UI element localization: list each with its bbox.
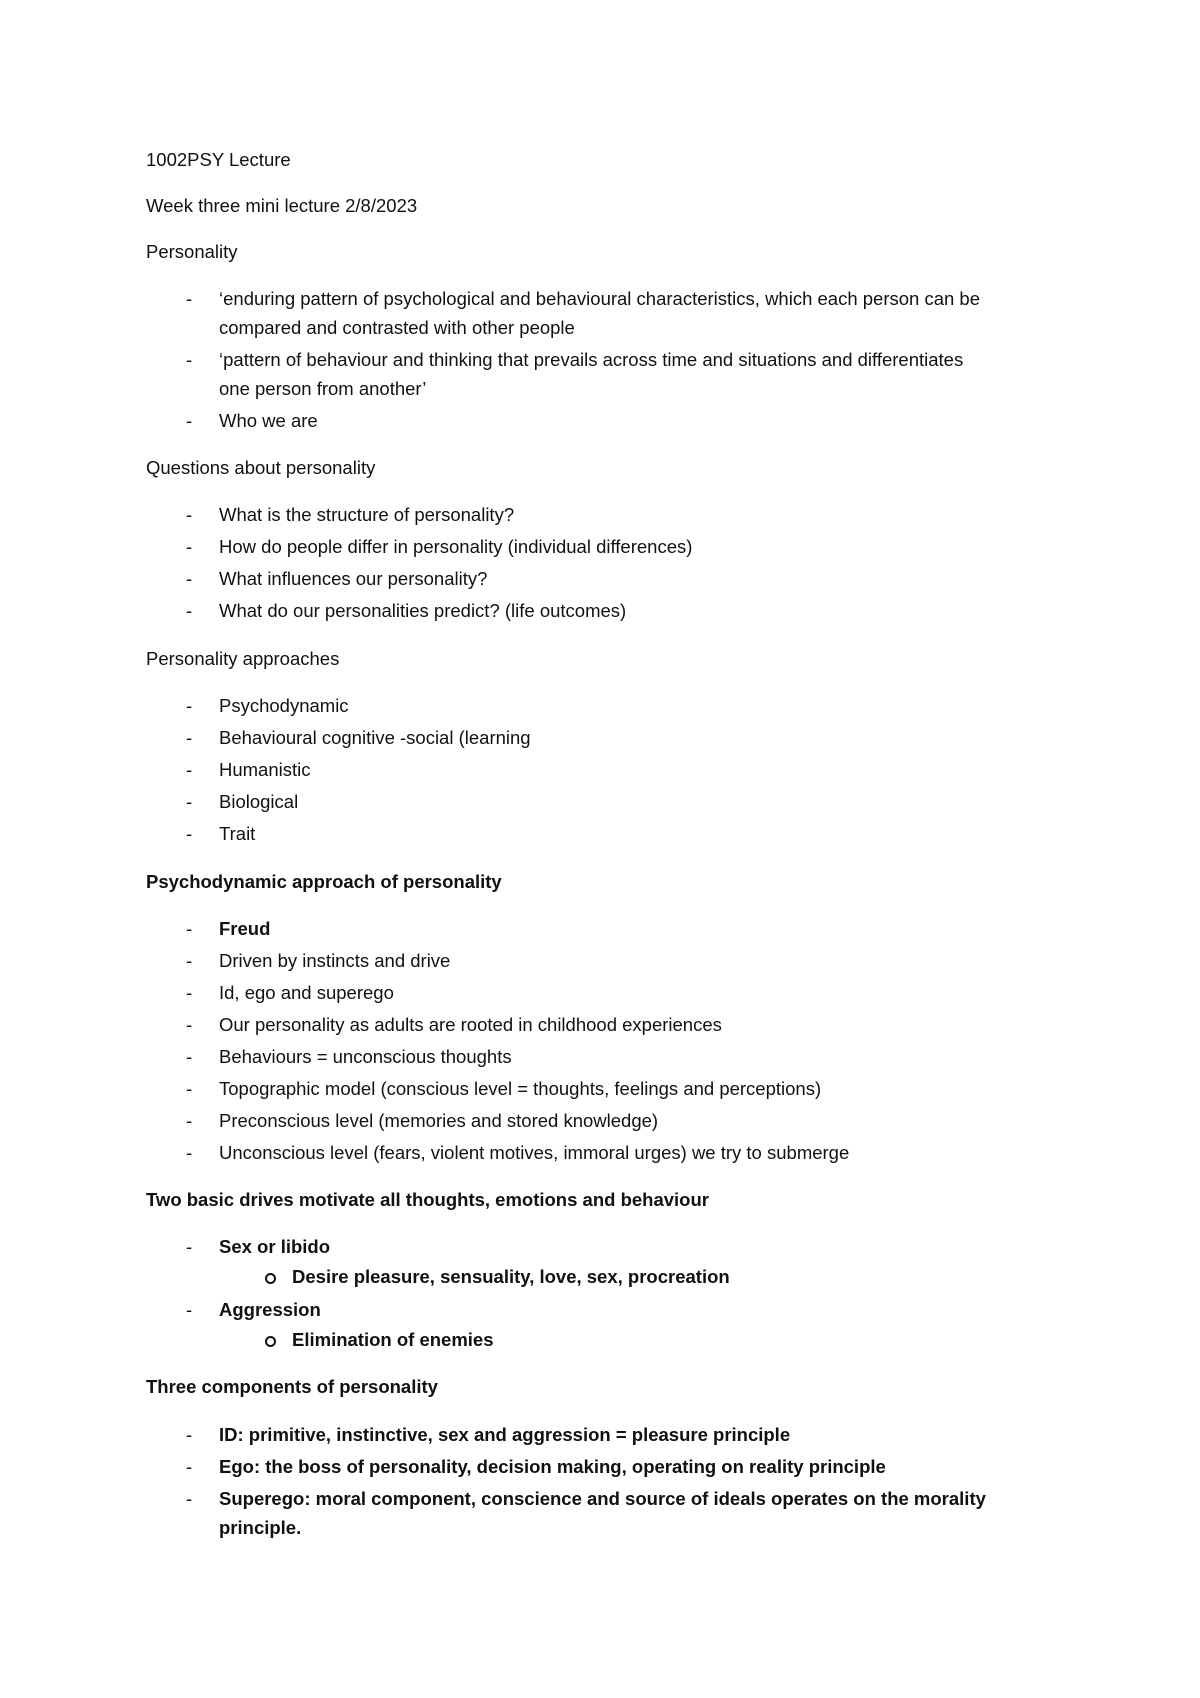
list-item: ‘enduring pattern of psychological and behavioural characteristics, which each person can be — [219, 288, 981, 309]
bullet-dash: - — [186, 727, 193, 748]
list-item: Sex or libido — [219, 1236, 331, 1257]
bullet-dash: - — [186, 600, 193, 621]
list-item: Ego: the boss of personality, decision making, operating on reality principle — [219, 1456, 886, 1477]
bullet-dash: - — [186, 1456, 193, 1477]
list-item: Freud — [219, 918, 271, 939]
list-item: Unconscious level (fears, violent motives, immoral urges) we try to submerge — [219, 1142, 850, 1163]
list-item: What influences our personality? — [219, 568, 488, 589]
bullet-dash: - — [186, 1014, 193, 1035]
bullet-dash: - — [186, 791, 193, 812]
bullet-dash: - — [186, 1424, 193, 1445]
bullet-dash: - — [186, 950, 193, 971]
section-heading: Personality — [146, 241, 238, 262]
list-item: ID: primitive, instinctive, sex and aggression = pleasure principle — [219, 1424, 791, 1445]
bullet-dash: - — [186, 1236, 193, 1257]
bullet-dash: - — [186, 918, 193, 939]
section-heading: Three components of personality — [146, 1376, 438, 1397]
list-item: Driven by instincts and drive — [219, 950, 451, 971]
list-item: Aggression — [219, 1299, 321, 1320]
list-item: ‘pattern of behaviour and thinking that prevails across time and situations and differentiates — [219, 349, 964, 370]
list-item: Who we are — [219, 410, 318, 431]
bullet-dash: - — [186, 568, 193, 589]
list-item: Humanistic — [219, 759, 311, 780]
section-heading: Personality approaches — [146, 648, 340, 669]
bullet-dash: - — [186, 1078, 193, 1099]
bullet-dash: - — [186, 1110, 193, 1131]
bullet-dash: - — [186, 823, 193, 844]
list-item: Our personality as adults are rooted in childhood experiences — [219, 1014, 722, 1035]
bullet-dash: - — [186, 504, 193, 525]
section-heading: Questions about personality — [146, 457, 376, 478]
list-item: Behaviours = unconscious thoughts — [219, 1046, 512, 1067]
list-item: Preconscious level (memories and stored knowledge) — [219, 1110, 659, 1131]
bullet-dash: - — [186, 759, 193, 780]
bullet-dash: - — [186, 1299, 193, 1320]
list-item: Behavioural cognitive -social (learning — [219, 727, 531, 748]
section-heading: Psychodynamic approach of personality — [146, 871, 502, 892]
bullet-dash: - — [186, 982, 193, 1003]
list-item: principle. — [219, 1517, 302, 1538]
bullet-dash: - — [186, 536, 193, 557]
list-item: one person from another’ — [219, 378, 427, 399]
bullet-dash: - — [186, 288, 193, 309]
list-item: How do people differ in personality (individual differences) — [219, 536, 693, 557]
sub-list-item: Elimination of enemies — [292, 1329, 494, 1350]
list-item: Id, ego and superego — [219, 982, 394, 1003]
list-item: What do our personalities predict? (life outcomes) — [219, 600, 627, 621]
list-item: Psychodynamic — [219, 695, 349, 716]
list-item: Trait — [219, 823, 256, 844]
document-title: 1002PSY Lecture — [146, 149, 291, 170]
list-item: Superego: moral component, conscience and source of ideals operates on the morality — [219, 1488, 986, 1509]
sub-list-item: Desire pleasure, sensuality, love, sex, procreation — [292, 1266, 730, 1287]
bullet-dash: - — [186, 410, 193, 431]
bullet-dash: - — [186, 1488, 193, 1509]
list-item: compared and contrasted with other people — [219, 317, 575, 338]
list-item: What is the structure of personality? — [219, 504, 515, 525]
sub-bullet-circle-icon — [265, 1273, 276, 1284]
bullet-dash: - — [186, 1142, 193, 1163]
bullet-dash: - — [186, 1046, 193, 1067]
sub-bullet-circle-icon — [265, 1336, 276, 1347]
bullet-dash: - — [186, 349, 193, 370]
list-item: Topographic model (conscious level = thoughts, feelings and perceptions) — [219, 1078, 822, 1099]
bullet-dash: - — [186, 695, 193, 716]
section-heading: Two basic drives motivate all thoughts, emotions and behaviour — [146, 1189, 709, 1210]
list-item: Biological — [219, 791, 299, 812]
document-subtitle: Week three mini lecture 2/8/2023 — [146, 195, 418, 216]
